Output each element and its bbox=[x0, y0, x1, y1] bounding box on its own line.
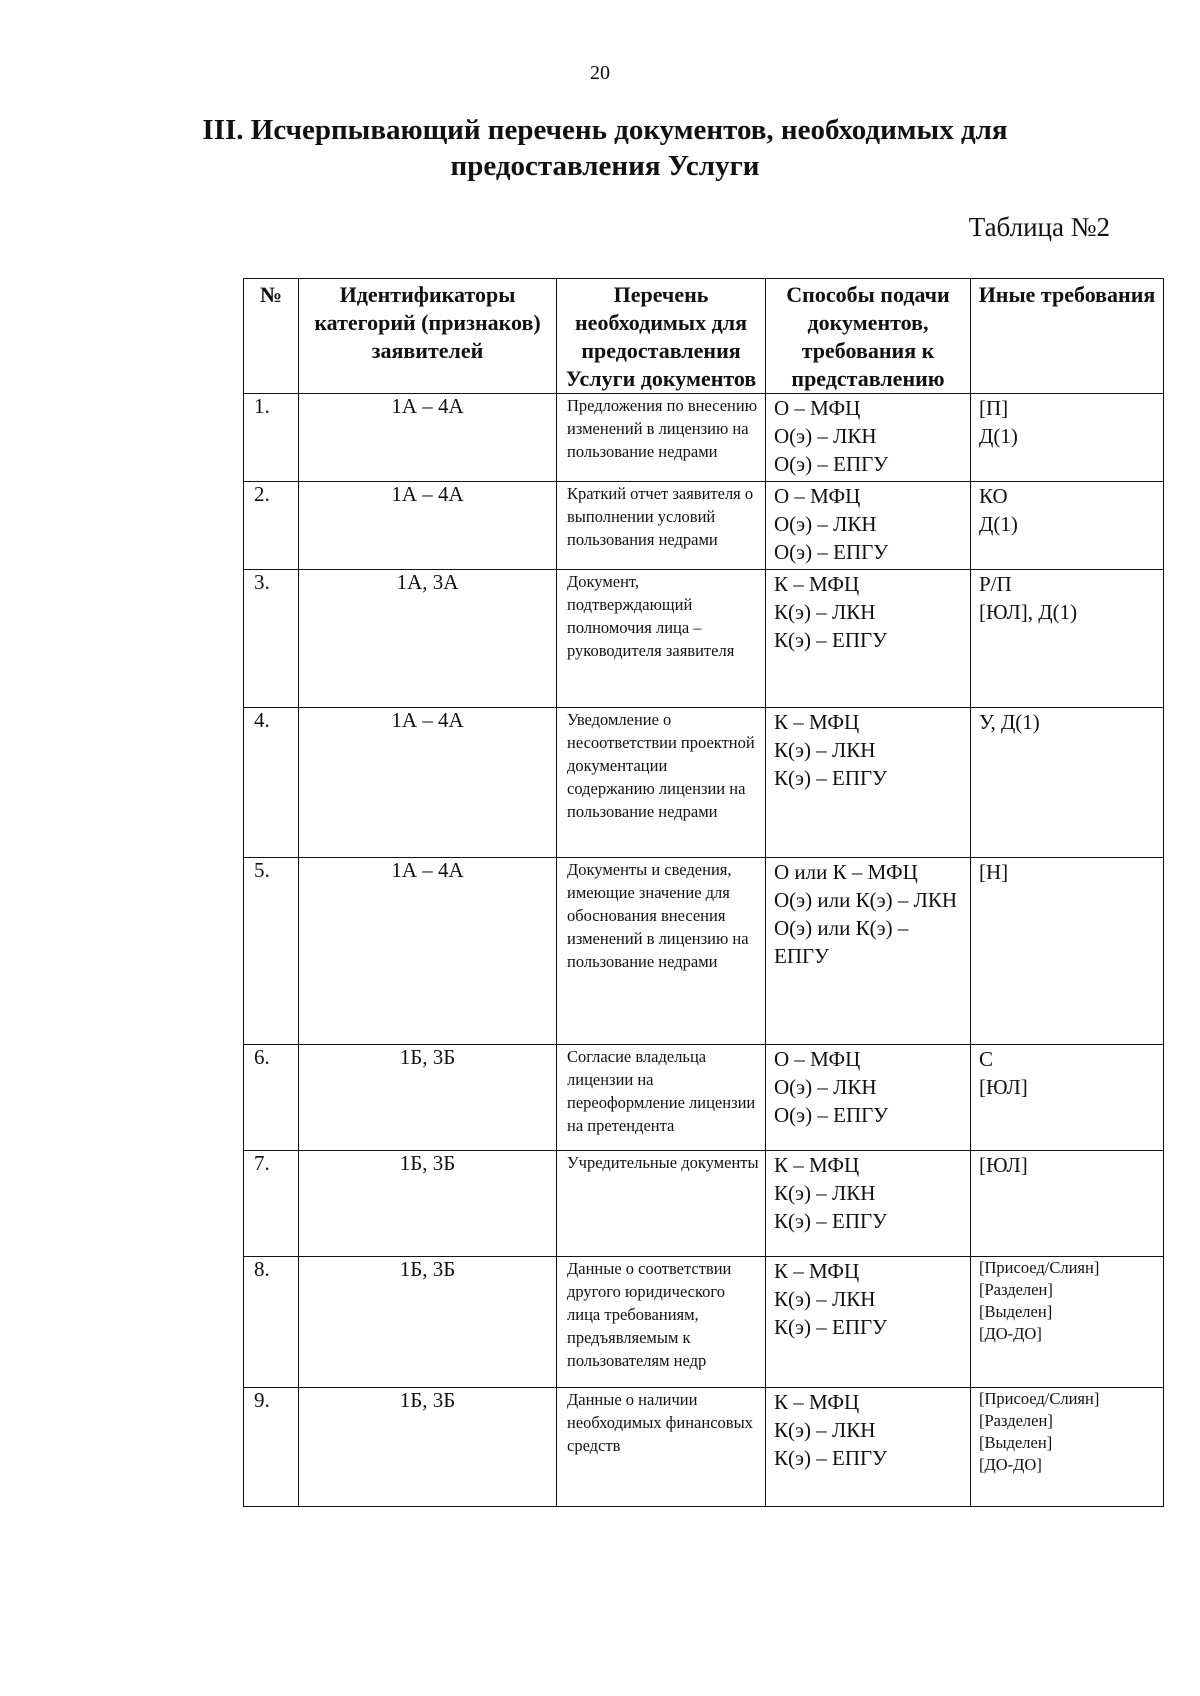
row-methods bbox=[766, 570, 971, 708]
method-line: К – МФЦ bbox=[774, 1259, 860, 1283]
row-requirements bbox=[971, 1045, 1164, 1151]
row-requirements bbox=[971, 394, 1164, 482]
row-requirements bbox=[971, 858, 1164, 1045]
page-number: 20 bbox=[590, 62, 610, 84]
row-document: Документ, подтверждающий полномочия лица – руководителя заявителя bbox=[557, 570, 766, 708]
header-requirements: Иные требования bbox=[971, 279, 1164, 394]
row-categories: 1А – 4А bbox=[299, 394, 557, 482]
requirement-line: [ЮЛ] bbox=[979, 1075, 1028, 1099]
row-number: 8. bbox=[244, 1257, 299, 1388]
row-document: Данные о соответствии другого юридического лица требованиям, предъявляемым к пользователям недр bbox=[557, 1257, 766, 1388]
method-line: К(э) – ЕПГУ bbox=[774, 628, 888, 652]
table-row bbox=[244, 1045, 1164, 1151]
method-line: К(э) – ЛКН bbox=[774, 1418, 876, 1442]
row-categories: 1Б, 3Б bbox=[299, 1257, 557, 1388]
method-line: О(э) – ЕПГУ bbox=[774, 1103, 889, 1127]
method-line: К – МФЦ bbox=[774, 710, 860, 734]
requirement-line: [П] bbox=[979, 396, 1009, 420]
row-methods bbox=[766, 1257, 971, 1388]
row-number: 7. bbox=[244, 1151, 299, 1257]
documents-table bbox=[243, 278, 1164, 1507]
method-line: О(э) или К(э) – ЕПГУ bbox=[774, 916, 909, 968]
row-requirements bbox=[971, 1151, 1164, 1257]
table-row bbox=[244, 1388, 1164, 1507]
requirement-line: [Н] bbox=[979, 860, 1009, 884]
row-methods bbox=[766, 1151, 971, 1257]
table-body bbox=[244, 394, 1164, 1507]
requirement-line: [ДО-ДО] bbox=[979, 1324, 1042, 1343]
requirement-line: С bbox=[979, 1047, 994, 1071]
row-categories: 1А – 4А bbox=[299, 482, 557, 570]
row-document: Согласие владельца лицензии на переоформление лицензии на претендента bbox=[557, 1045, 766, 1151]
method-line: К – МФЦ bbox=[774, 572, 860, 596]
method-line: К – МФЦ bbox=[774, 1153, 860, 1177]
requirement-line: [ЮЛ], Д(1) bbox=[979, 600, 1078, 624]
method-line: К(э) – ЕПГУ bbox=[774, 766, 888, 790]
requirement-line: [Выделен] bbox=[979, 1302, 1053, 1321]
row-categories: 1Б, 3Б bbox=[299, 1045, 557, 1151]
requirement-line: Д(1) bbox=[979, 512, 1018, 536]
row-methods bbox=[766, 482, 971, 570]
heading-line-1: III. Исчерпывающий перечень документов, необходимых для bbox=[202, 114, 1008, 146]
method-line: О – МФЦ bbox=[774, 1047, 861, 1071]
header-categories: Идентификаторы категорий (признаков) заявителей bbox=[299, 279, 557, 394]
row-methods bbox=[766, 1045, 971, 1151]
requirement-line: [Присоед/Слиян] bbox=[979, 1389, 1100, 1408]
requirement-line: У, Д(1) bbox=[979, 710, 1040, 734]
requirement-line: [Выделен] bbox=[979, 1433, 1053, 1452]
requirement-line: Д(1) bbox=[979, 424, 1018, 448]
method-line: О(э) – ЛКН bbox=[774, 512, 877, 536]
row-requirements bbox=[971, 1257, 1164, 1388]
row-requirements bbox=[971, 708, 1164, 858]
method-line: О(э) – ЛКН bbox=[774, 1075, 877, 1099]
row-document: Данные о наличии необходимых финансовых средств bbox=[557, 1388, 766, 1507]
requirement-line: [Присоед/Слиян] bbox=[979, 1258, 1100, 1277]
row-categories: 1Б, 3Б bbox=[299, 1388, 557, 1507]
section-heading bbox=[150, 112, 1060, 184]
table-row bbox=[244, 1151, 1164, 1257]
requirement-line: КО bbox=[979, 484, 1008, 508]
method-line: К(э) – ЕПГУ bbox=[774, 1315, 888, 1339]
method-line: О(э) – ЕПГУ bbox=[774, 540, 889, 564]
row-requirements bbox=[971, 1388, 1164, 1507]
method-line: К(э) – ЛКН bbox=[774, 738, 876, 762]
table-header-row bbox=[244, 279, 1164, 394]
header-number: № bbox=[244, 279, 299, 394]
row-number: 5. bbox=[244, 858, 299, 1045]
method-line: О – МФЦ bbox=[774, 484, 861, 508]
requirement-line: Р/П bbox=[979, 572, 1012, 596]
header-documents: Перечень необходимых для предоставления Услуги документов bbox=[557, 279, 766, 394]
heading-line-2: предоставления Услуги bbox=[450, 150, 760, 182]
row-requirements bbox=[971, 482, 1164, 570]
row-document: Учредительные документы bbox=[557, 1151, 766, 1257]
method-line: К(э) – ЕПГУ bbox=[774, 1209, 888, 1233]
row-document: Документы и сведения, имеющие значение для обоснования внесения изменений в лицензию на пользование недрами bbox=[557, 858, 766, 1045]
row-document: Предложения по внесению изменений в лицензию на пользование недрами bbox=[557, 394, 766, 482]
row-number: 9. bbox=[244, 1388, 299, 1507]
table-row bbox=[244, 858, 1164, 1045]
row-methods bbox=[766, 708, 971, 858]
method-line: О(э) – ЛКН bbox=[774, 424, 877, 448]
table-row bbox=[244, 708, 1164, 858]
row-number: 1. bbox=[244, 394, 299, 482]
row-methods bbox=[766, 858, 971, 1045]
row-document: Уведомление о несоответствии проектной документации содержанию лицензии на пользование недрами bbox=[557, 708, 766, 858]
method-line: О или К – МФЦ bbox=[774, 860, 918, 884]
requirement-line: [Разделен] bbox=[979, 1280, 1053, 1299]
requirement-line: [Разделен] bbox=[979, 1411, 1053, 1430]
row-methods bbox=[766, 394, 971, 482]
header-methods: Способы подачи документов, требования к представлению bbox=[766, 279, 971, 394]
table-caption: Таблица №2 bbox=[968, 212, 1110, 242]
method-line: К(э) – ЕПГУ bbox=[774, 1446, 888, 1470]
row-methods bbox=[766, 1388, 971, 1507]
method-line: О(э) или К(э) – ЛКН bbox=[774, 888, 958, 912]
row-categories: 1А – 4А bbox=[299, 858, 557, 1045]
requirement-line: [ЮЛ] bbox=[979, 1153, 1028, 1177]
row-number: 2. bbox=[244, 482, 299, 570]
row-number: 4. bbox=[244, 708, 299, 858]
row-number: 3. bbox=[244, 570, 299, 708]
row-categories: 1Б, 3Б bbox=[299, 1151, 557, 1257]
row-categories: 1А – 4А bbox=[299, 708, 557, 858]
table-row bbox=[244, 394, 1164, 482]
method-line: К – МФЦ bbox=[774, 1390, 860, 1414]
row-number: 6. bbox=[244, 1045, 299, 1151]
row-categories: 1А, 3А bbox=[299, 570, 557, 708]
table-row bbox=[244, 482, 1164, 570]
method-line: К(э) – ЛКН bbox=[774, 1181, 876, 1205]
method-line: К(э) – ЛКН bbox=[774, 600, 876, 624]
table-row bbox=[244, 1257, 1164, 1388]
row-requirements bbox=[971, 570, 1164, 708]
method-line: К(э) – ЛКН bbox=[774, 1287, 876, 1311]
requirement-line: [ДО-ДО] bbox=[979, 1455, 1042, 1474]
method-line: О(э) – ЕПГУ bbox=[774, 452, 889, 476]
table-row bbox=[244, 570, 1164, 708]
method-line: О – МФЦ bbox=[774, 396, 861, 420]
row-document: Краткий отчет заявителя о выполнении условий пользования недрами bbox=[557, 482, 766, 570]
